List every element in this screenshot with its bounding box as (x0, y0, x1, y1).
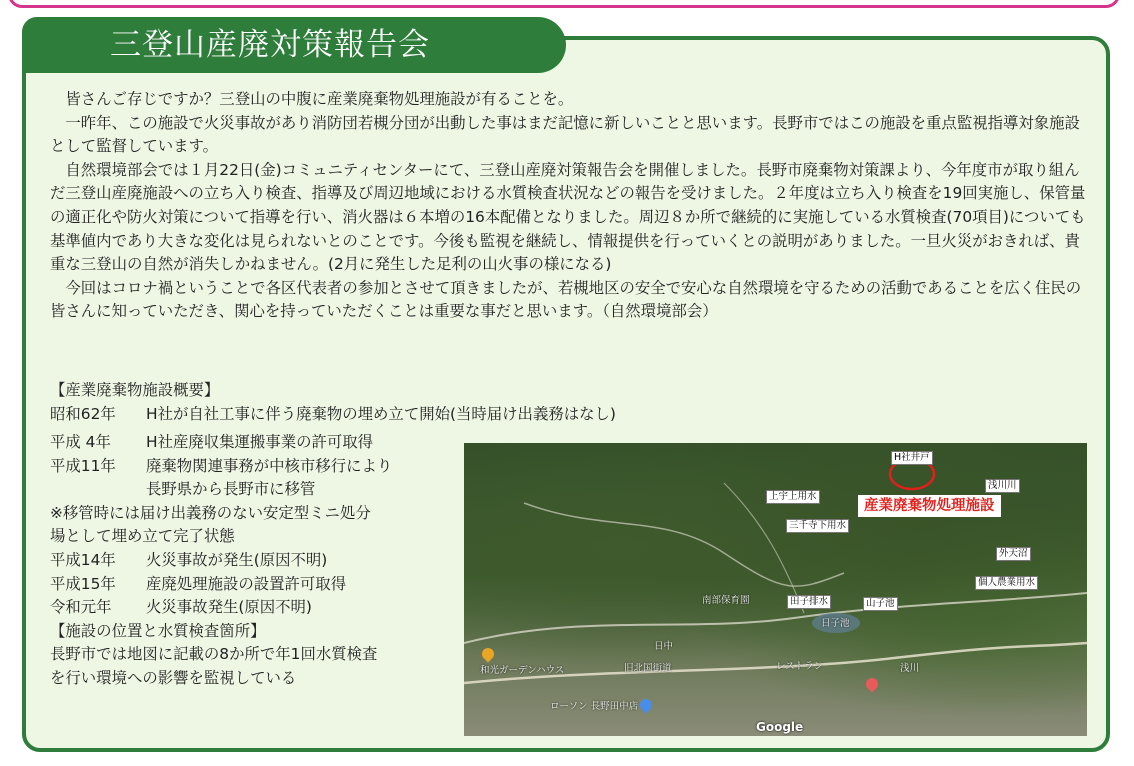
map-place: 日子池 (821, 618, 850, 629)
history-entry (50, 573, 470, 597)
map-label: 浅川川 (985, 479, 1020, 493)
history-text: 火災事故が発生(原因不明) (146, 550, 328, 569)
map-place: 南部保育園 (702, 595, 750, 606)
history-continuation: 長野県から長野市に移管 (146, 480, 316, 499)
map-place: 旧北国街道 (624, 663, 672, 674)
location-heading: 【施設の位置と水質検査箇所】 (50, 621, 266, 640)
map-label: 三千寺下用水 (786, 519, 849, 533)
history-year: 平成11年 (50, 456, 116, 475)
facility-callout: 産業廃棄物処理施設 (858, 495, 1001, 517)
history-text: 廃棄物関連事務が中核市移行により (146, 456, 393, 475)
map-label: 山子池 (863, 597, 898, 611)
previous-article-frame (8, 0, 1120, 8)
overview-heading: 【産業廃棄物施設概要】 (50, 381, 220, 399)
paragraph-4: 今回はコロナ禍ということで各区代表者の参加とさせて頂きましたが、若槻地区の安全で安心な自然環境を守るための活動であることを広く住民の皆さんに知っていただき、関心を持っていただくことは重要な事だと思います。（自然環境部会） (50, 278, 1082, 321)
history-text: 火災事故発生(原因不明) (146, 598, 312, 617)
map-label: H社井戸 (891, 451, 933, 465)
history-text: H社が自社工事に伴う廃棄物の埋め立て開始(当時届け出義務はなし) (146, 404, 616, 423)
history-text: 産廃処理施設の設置許可取得 (146, 574, 347, 593)
paragraph-3: 自然環境部会では１月22日(金)コミュニティセンターにて、三登山産廃対策報告会を開催しました。長野市廃棄物対策課より、今年度市が取り組んだ三登山産廃施設への立ち入り検査、指導及び周辺地域における水質検査状況などの報告を受けました。２年度は立ち入り検査を19回実施し、保管量の適正化や防火対策について指導を行い、消火器は６本増の16本配備となりました。周辺８か所で継続的に実施している水質検査(70項目)についても基準値内であり大きな変化は見られないとのことです。今後も監視を継続し、情報提供を行っていくとの説明がありました。一旦火災がおきれば、貴重な三登山の自然が消失しかねません。(2月に発生した足利の山火事の様になる) (50, 160, 1086, 274)
map-place: 浅川 (900, 663, 920, 674)
location-line: を行い環境への影響を監視している (50, 668, 297, 687)
history-year: 平成15年 (50, 574, 116, 593)
history-entry (50, 455, 470, 479)
history-entry (50, 431, 470, 455)
history-column (50, 431, 470, 691)
location-line: 長野市では地図に記載の8か所で年1回水質検査 (50, 645, 378, 664)
history-entry (50, 596, 470, 620)
history-entry (50, 549, 470, 573)
note-line: 場として埋め立て完了状態 (50, 527, 235, 546)
note-line: ※移管時には届け出義務のない安定型ミニ処分 (50, 503, 371, 522)
map-attribution: Google (756, 720, 804, 734)
map-place: レストラン (776, 661, 824, 672)
article-title: 三登山産廃対策報告会 (22, 17, 566, 73)
paragraph-2: 一昨年、この施設で火災事故があり消防団若槻分団が出動した事はまだ記憶に新しいことと思います。長野市ではこの施設を重点監視指導対象施設として監督しています。 (50, 113, 1080, 156)
history-year: 昭和62年 (50, 404, 116, 423)
article-body (50, 88, 1090, 324)
map-place: ローソン 長野田中店 (550, 701, 639, 712)
history-text: H社産廃収集運搬事業の許可取得 (146, 433, 374, 451)
satellite-map (464, 443, 1087, 736)
map-label: 個人農業用水 (975, 576, 1038, 590)
map-place: 日中 (654, 641, 674, 652)
map-label: 田子排水 (787, 595, 831, 609)
map-place: 和光ガーデンハウス (480, 665, 565, 676)
history-year: 平成14年 (50, 550, 116, 569)
history-year: 平成 4年 (50, 433, 111, 451)
history-entry (50, 403, 1090, 427)
map-label: 上宇上用水 (766, 490, 820, 504)
map-label: 外天沼 (996, 547, 1031, 561)
history-year: 令和元年 (50, 598, 112, 617)
paragraph-1: 皆さんご存じですか？三登山の中腹に産業廃棄物処理施設が有ることを。 (65, 90, 574, 108)
